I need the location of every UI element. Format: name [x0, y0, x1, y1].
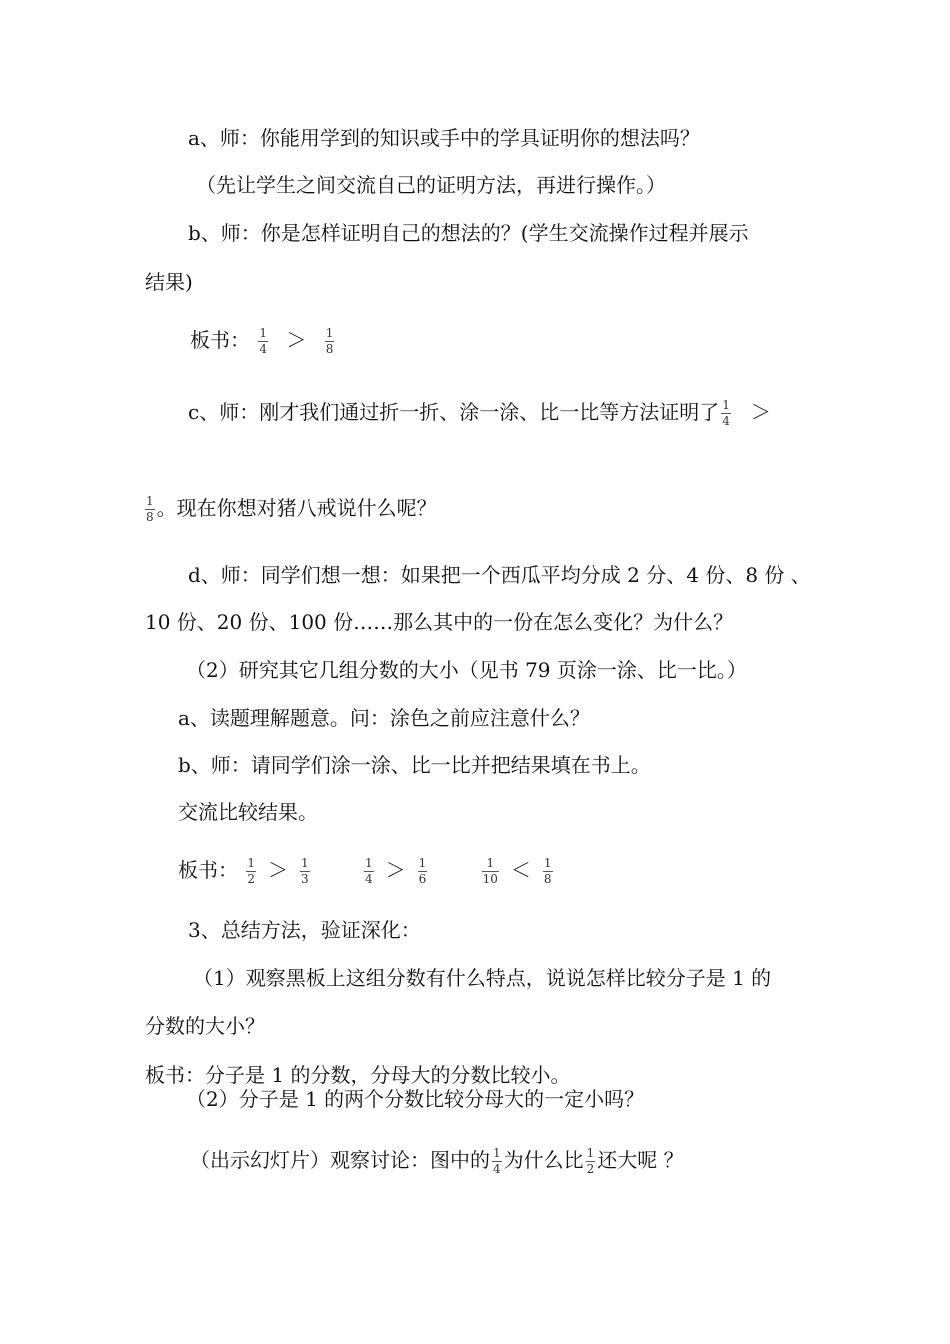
text-line-note: （先让学生之间交流自己的证明方法，再进行操作。） — [196, 173, 666, 197]
fraction-1-8: $\frac{1}{8}$ — [325, 326, 334, 356]
text-line-3-2: （2）分子是 1 的两个分数比较分母大的一定小吗？ — [186, 1087, 645, 1111]
text-line-slide — [190, 1147, 684, 1176]
greater-than-sign: ＞ — [385, 858, 406, 882]
board-note-3: 板书：分子是 1 的分数，分母大的分数比较小。 — [145, 1063, 571, 1087]
text-line-c-body: c、师：刚才我们通过折一折、涂一涂、比一比等方法证明了 — [188, 400, 720, 424]
fraction-1-8: $\frac{1}{8}$ — [543, 856, 552, 886]
less-than-sign: ＜ — [510, 858, 531, 882]
fraction-1-3: $\frac{1}{3}$ — [301, 856, 309, 886]
text-line-c-cont-body: 。现在你想对猪八戒说什么呢？ — [156, 496, 437, 520]
text-line-a: a、师：你能用学到的知识或手中的学具证明你的想法吗？ — [188, 126, 700, 150]
fraction-1-4: $\frac{1}{4}$ — [493, 1146, 501, 1176]
section-3-heading: 3、总结方法，验证深化： — [188, 918, 421, 942]
text-line-3-1: （1）观察黑板上这组分数有什么特点，说说怎样比较分子是 1 的 — [193, 966, 772, 990]
board-note-1 — [190, 327, 336, 356]
greater-than-sign: ＞ — [268, 858, 288, 882]
fraction-1-2: $\frac{1}{2}$ — [247, 856, 255, 886]
board-label: 板书： — [190, 328, 250, 352]
comparison-group-2 — [362, 857, 429, 886]
text-line-b-cont: 结果) — [145, 270, 193, 294]
fraction-1-4: $\frac{1}{4}$ — [259, 326, 267, 356]
section-2-heading: （2）研究其它几组分数的大小（见书 79 页涂一涂、比一比。） — [186, 658, 747, 682]
text-line-exchange: 交流比较结果。 — [178, 800, 318, 824]
fraction-1-8: $\frac{1}{8}$ — [146, 494, 154, 524]
text-line-slide-part3: 还大呢 ？ — [597, 1148, 684, 1172]
fraction-1-4: $\frac{1}{4}$ — [722, 398, 730, 428]
text-line-slide-part1: （出示幻灯片）观察讨论：图中的 — [190, 1148, 490, 1172]
fraction-1-4: $\frac{1}{4}$ — [365, 856, 373, 886]
text-line-3-1-cont: 分数的大小？ — [145, 1014, 265, 1038]
greater-than-sign: ＞ — [286, 328, 307, 352]
text-line-d-cont: 10 份、20 份、100 份……那么其中的一份在怎么变化？为什么？ — [145, 610, 734, 634]
fraction-1-10: $\frac{1}{10}$ — [482, 856, 498, 886]
text-line-d: d、师：同学们想一想：如果把一个西瓜平均分成 2 分、4 份、8 份 、 — [188, 563, 811, 587]
comparison-group-3 — [480, 857, 555, 886]
fraction-1-6: $\frac{1}{6}$ — [418, 856, 427, 886]
greater-than-sign: ＞ — [750, 400, 771, 424]
text-line-2a: a、读题理解题意。问：涂色之前应注意什么？ — [178, 706, 590, 730]
text-line-b: b、师：你是怎样证明自己的想法的？(学生交流操作过程并展示 — [188, 221, 749, 245]
text-line-c-cont — [143, 495, 437, 524]
comparison-group-1 — [244, 857, 311, 886]
board-label: 板书： — [178, 858, 238, 882]
fraction-1-2: $\frac{1}{2}$ — [586, 1146, 595, 1176]
text-line-c — [188, 399, 781, 428]
text-line-2b: b、师：请同学们涂一涂、比一比并把结果填在书上。 — [178, 753, 651, 777]
text-line-slide-part2: 为什么比 — [503, 1148, 584, 1172]
board-note-2 — [178, 857, 599, 886]
